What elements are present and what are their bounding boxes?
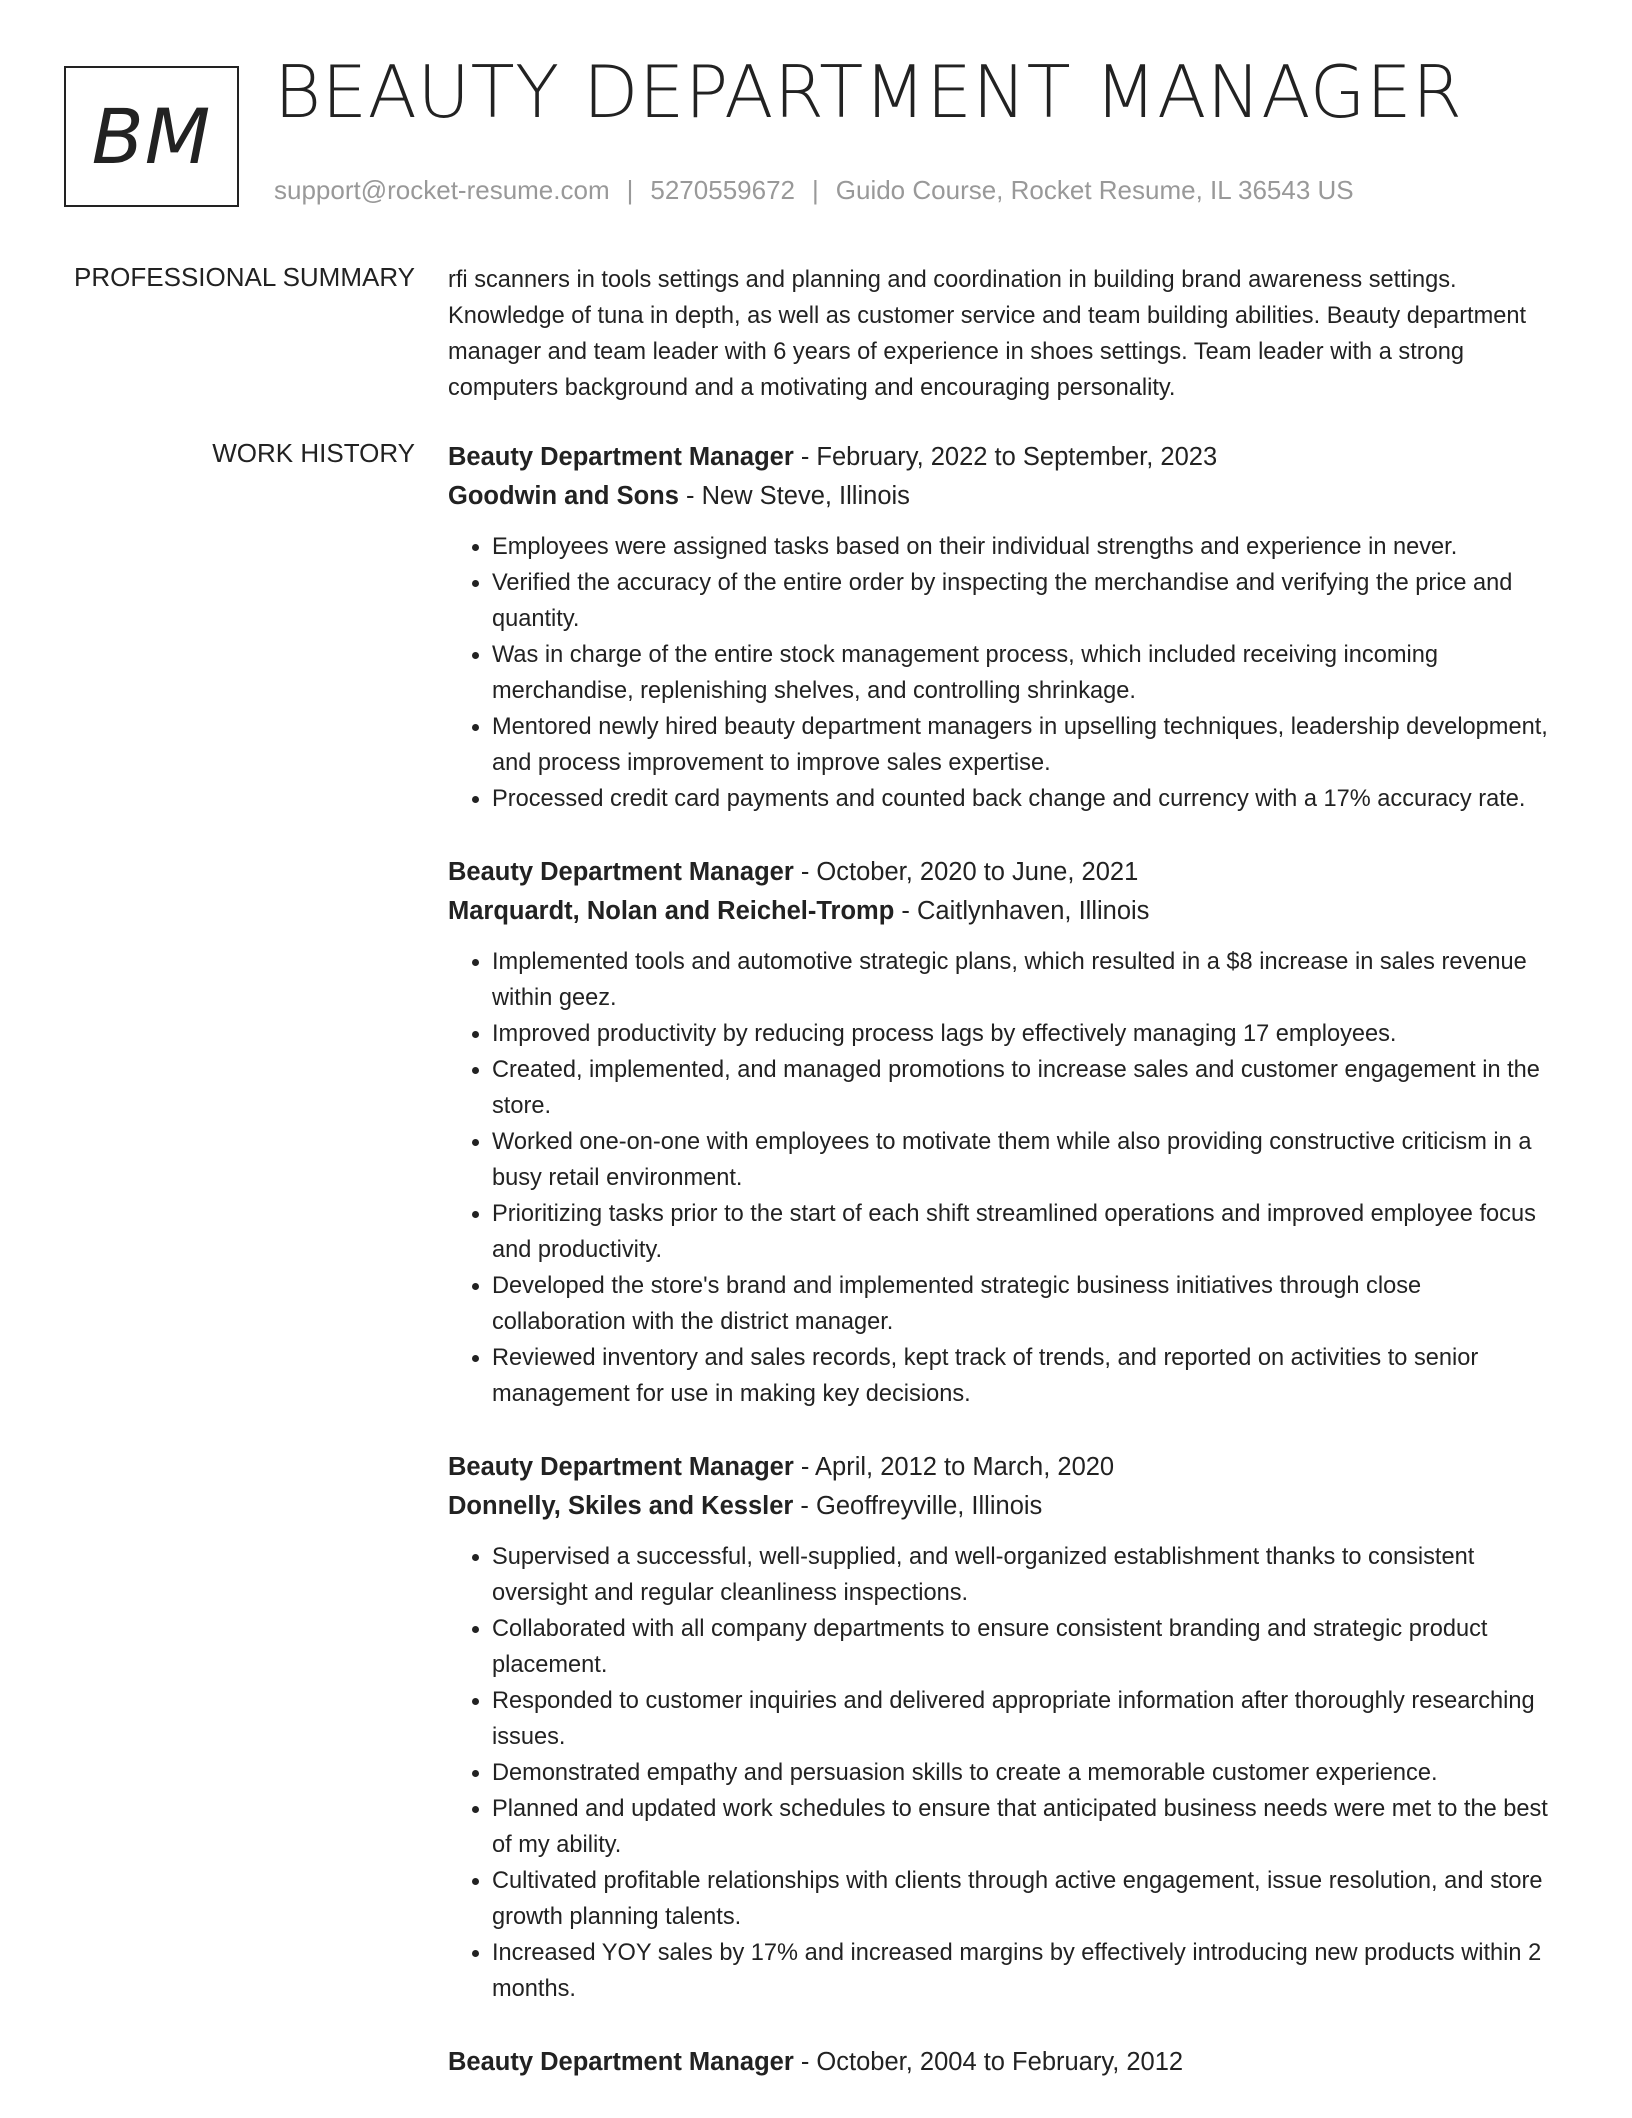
- job-list: [448, 438, 1560, 2118]
- summary-heading: PROFESSIONAL SUMMARY: [74, 262, 415, 292]
- resume-title: BEAUTY DEPARTMENT MANAGER: [274, 50, 1463, 134]
- job-bullet: • Processed credit card payments and counted back change and currency with a 17% accuracy rate.: [492, 781, 1560, 817]
- job-title: Beauty Department Manager: [448, 1453, 794, 1481]
- job-entry: [448, 853, 1560, 1412]
- work-history-heading: WORK HISTORY: [212, 438, 415, 468]
- job-entry: [448, 438, 1560, 817]
- job-dates: - February, 2022 to September, 2023: [793, 443, 1218, 471]
- job-bullet-list: [448, 944, 1560, 1412]
- job-bullet: • Collaborated with all company departments to ensure consistent branding and strategic product placement.: [492, 1611, 1560, 1683]
- job-bullet: • Planned and updated work schedules to ensure that anticipated business needs were met to the best of my ability.: [492, 1791, 1560, 1863]
- contact-phone[interactable]: 5270559672: [650, 175, 795, 205]
- contact-address: Guido Course, Rocket Resume, IL 36543 US: [835, 175, 1354, 205]
- summary-text: rfi scanners in tools settings and planning and coordination in building brand awareness settings. Knowledge of tuna in depth, as well as customer service and team building abilities. Beauty department manager and team leader with 6 years of experience in shoes settings. Team leader with a strong computers background and a motivating and encouraging personality.: [448, 267, 1527, 401]
- job-bullet-list: [448, 1539, 1560, 2007]
- job-company-line: [448, 892, 1560, 931]
- job-bullet: • Mentored newly hired beauty department managers in upselling techniques, leadership development, and process improvement to improve sales expertise.: [492, 709, 1560, 781]
- job-bullet: • Reviewed inventory and sales records, kept track of trends, and reported on activities to senior management for use in making key decisions.: [492, 1340, 1560, 1412]
- job-location: - New Steve, Illinois: [678, 482, 910, 510]
- job-company: Marquardt, Nolan and Reichel-Tromp: [448, 897, 895, 925]
- job-bullet: • Responded to customer inquiries and delivered appropriate information after thoroughly researching issues.: [492, 1683, 1560, 1755]
- job-location: - Geoffreyville, Illinois: [793, 1492, 1043, 1520]
- job-title-line: [448, 438, 1560, 477]
- contact-separator: |: [626, 175, 634, 205]
- job-title-line: [448, 2043, 1560, 2082]
- job-title-line: [448, 853, 1560, 892]
- job-dates: - April, 2012 to March, 2020: [793, 1453, 1115, 1481]
- job-title: Beauty Department Manager: [448, 443, 794, 471]
- job-bullet: • Worked one-on-one with employees to motivate them while also providing constructive criticism in a busy retail environment.: [492, 1124, 1560, 1196]
- job-bullet: • Created, implemented, and managed promotions to increase sales and customer engagement in the store.: [492, 1052, 1560, 1124]
- job-entry: [448, 1448, 1560, 2007]
- job-bullet: • Demonstrated empathy and persuasion skills to create a memorable customer experience.: [492, 1755, 1560, 1791]
- job-company: Donnelly, Skiles and Kessler: [448, 1492, 794, 1520]
- job-bullet: • Implemented tools and automotive strategic plans, which resulted in a $8 increase in sales revenue within geez.: [492, 944, 1560, 1016]
- job-entry: [448, 2043, 1560, 2082]
- job-title-line: [448, 1448, 1560, 1487]
- job-company-line: [448, 477, 1560, 516]
- job-bullet: • Supervised a successful, well-supplied, and well-organized establishment thanks to consistent oversight and regular cleanliness inspections.: [492, 1539, 1560, 1611]
- job-title: Beauty Department Manager: [448, 2048, 794, 2076]
- job-location: - Caitlynhaven, Illinois: [894, 897, 1150, 925]
- contact-line: [274, 175, 1354, 206]
- job-bullet: • Was in charge of the entire stock management process, which included receiving incoming merchandise, replenishing shelves, and controlling shrinkage.: [492, 637, 1560, 709]
- job-dates: - October, 2004 to February, 2012: [793, 2048, 1184, 2076]
- job-dates: - October, 2020 to June, 2021: [793, 858, 1139, 886]
- monogram-logo: BM: [64, 66, 239, 207]
- job-bullet: • Improved productivity by reducing process lags by effectively managing 17 employees.: [492, 1016, 1560, 1052]
- job-bullet: • Increased YOY sales by 17% and increased margins by effectively introducing new products within 2 months.: [492, 1935, 1560, 2007]
- job-bullet: • Prioritizing tasks prior to the start of each shift streamlined operations and improved employee focus and productivity.: [492, 1196, 1560, 1268]
- job-company: Goodwin and Sons: [448, 482, 679, 510]
- job-bullet-list: [448, 529, 1560, 817]
- job-bullet: • Cultivated profitable relationships with clients through active engagement, issue resolution, and store growth planning talents.: [492, 1863, 1560, 1935]
- contact-separator: |: [812, 175, 819, 205]
- job-title: Beauty Department Manager: [448, 858, 794, 886]
- job-bullet: • Verified the accuracy of the entire order by inspecting the merchandise and verifying the price and quantity.: [492, 565, 1560, 637]
- job-bullet: • Employees were assigned tasks based on their individual strengths and experience in never.: [492, 529, 1560, 565]
- job-company-line: [448, 1487, 1560, 1526]
- job-bullet: • Developed the store's brand and implemented strategic business initiatives through close collaboration with the district manager.: [492, 1268, 1560, 1340]
- contact-email[interactable]: support@rocket-resume.com: [274, 175, 610, 205]
